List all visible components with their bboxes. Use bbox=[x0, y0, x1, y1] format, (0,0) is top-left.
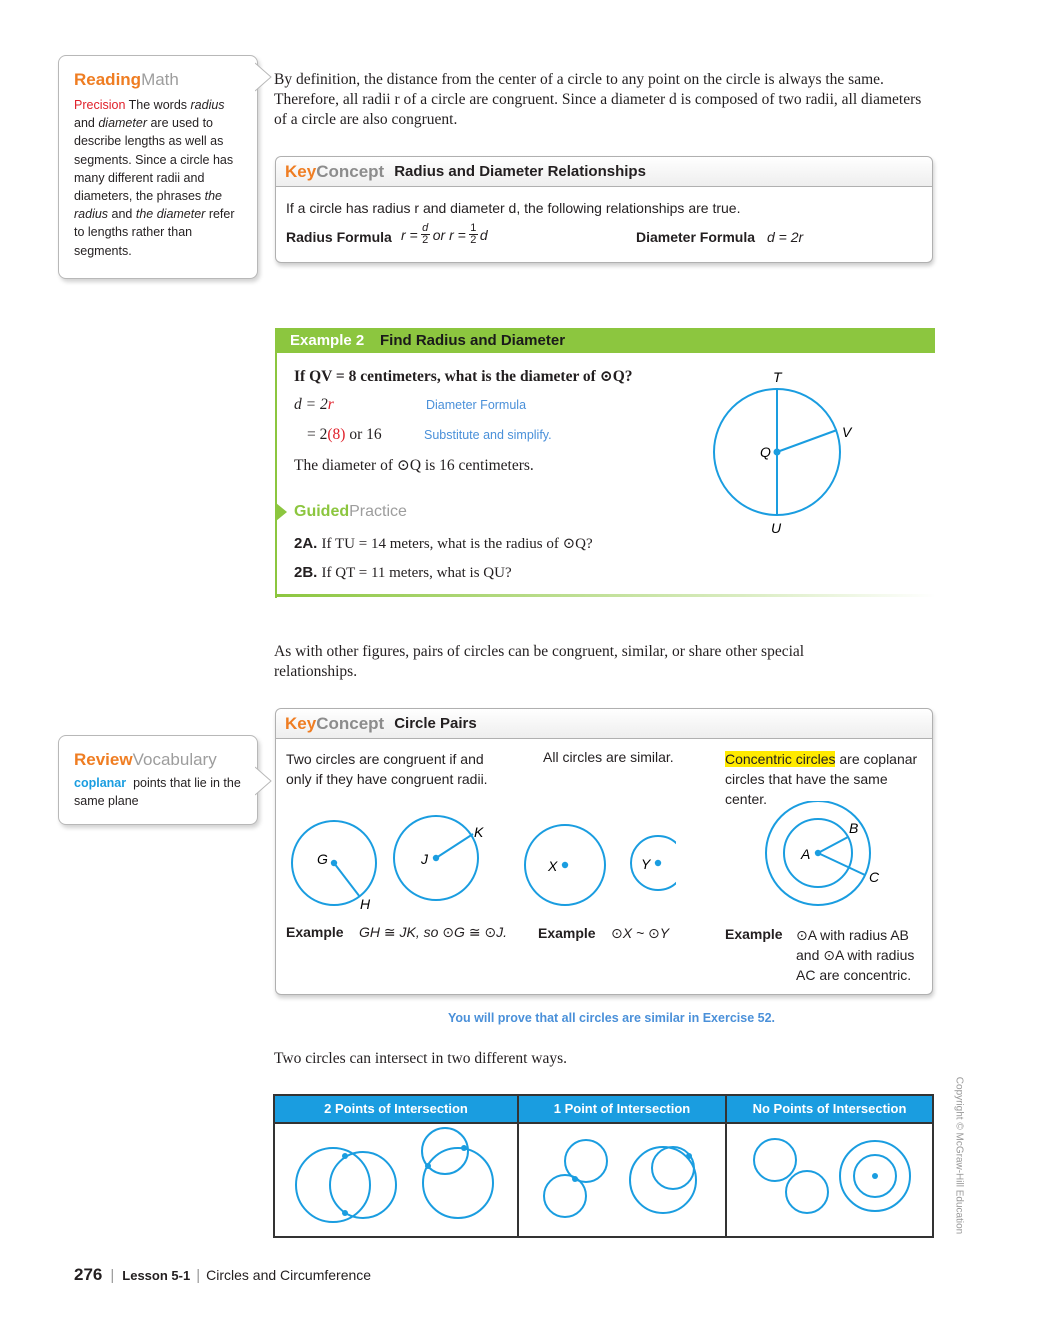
review-vocabulary-title: ReviewVocabulary bbox=[74, 750, 217, 769]
step-2-hint: Substitute and simplify. bbox=[424, 428, 552, 442]
guided-practice-arrow-icon bbox=[276, 503, 290, 521]
label-c: C bbox=[869, 869, 880, 885]
concentric-circles-figure bbox=[756, 801, 896, 911]
fraction-one-half: $\frac{1}{2}$ bbox=[470, 222, 477, 246]
radius-ac bbox=[818, 853, 865, 875]
label-v: V bbox=[842, 424, 852, 440]
circle-q-figure bbox=[700, 365, 880, 540]
example-congruent: GH ≅ JK, so ⊙G ≅ ⊙J. bbox=[359, 924, 508, 940]
step-1-hint: Diameter Formula bbox=[426, 398, 527, 412]
example-similar: ⊙X ~ ⊙Y bbox=[611, 925, 670, 941]
center-point-j bbox=[433, 855, 439, 861]
intersection-intro: Two circles can intersect in two different ways. bbox=[274, 1050, 568, 1067]
exercise-note: You will prove that all circles are similar in Exercise 52. bbox=[448, 1011, 776, 1025]
radius-formula: r = $\frac{d}{2}$ or r = $\frac{1}{2}$ d bbox=[401, 222, 488, 246]
two-points-figure bbox=[275, 1124, 517, 1236]
label-b: B bbox=[849, 820, 859, 836]
example-question: If QV = 8 centimeters, what is the diameter of ⊙Q? bbox=[294, 368, 633, 385]
example-2-header: Example 2 Find Radius and Diameter bbox=[275, 328, 935, 353]
center-point-a bbox=[815, 850, 821, 856]
copyright-notice: Copyright © McGraw-Hill Education bbox=[953, 1076, 965, 1235]
similar-circles-figure bbox=[516, 821, 676, 916]
reading-math-title: ReadingMath bbox=[74, 70, 179, 89]
key-concept-circle-pairs bbox=[275, 708, 933, 995]
radius-qv bbox=[777, 430, 837, 452]
reading-math-box bbox=[58, 55, 258, 279]
label-g: G bbox=[317, 851, 328, 867]
circle-pairs-intro: As with other figures, pairs of circles can be congruent, similar, or share other special relationships. bbox=[274, 643, 805, 680]
key-concept-radius-diameter bbox=[275, 156, 933, 263]
label-j: J bbox=[421, 851, 428, 867]
diameter-formula-label: Diameter Formula bbox=[636, 229, 756, 245]
review-vocabulary-text: coplanar points that lie in the same plane bbox=[74, 776, 241, 809]
header-two-points: 2 Points of Intersection bbox=[275, 1096, 517, 1122]
page-footer: 276 | Lesson 5-1 | Circles and Circumference bbox=[74, 1265, 372, 1284]
example-bottom-border bbox=[276, 594, 936, 597]
header-one-point: 1 Point of Intersection bbox=[519, 1096, 725, 1122]
example-left-border bbox=[275, 353, 277, 598]
key-concept-header: Key Concept Radius and Diameter Relationships bbox=[276, 157, 932, 187]
label-k: K bbox=[474, 824, 484, 840]
label-x: X bbox=[548, 858, 558, 874]
radius-ab bbox=[818, 837, 848, 853]
center-point-q bbox=[774, 449, 781, 456]
fraction-d-over-2: $\frac{d}{2}$ bbox=[422, 222, 429, 246]
label-t: T bbox=[773, 369, 782, 385]
intro-paragraph: By definition, the distance from the center of a circle to any point on the circle is always the same. Therefore, all radii r of a circle are congruent. Since a diameter d is composed of two radii, all diameters of a circle are also congruent. bbox=[274, 71, 922, 128]
practice-2b: 2B. If QT = 11 meters, what is QU? bbox=[294, 564, 512, 581]
lesson-title: Circles and Circumference bbox=[206, 1267, 372, 1283]
example-concentric: ⊙A with radius AB and ⊙A with radius AC are concentric. bbox=[796, 927, 915, 983]
no-points-figure bbox=[727, 1124, 932, 1236]
congruent-circles-text: Two circles are congruent if and only if they have congruent radii. bbox=[286, 751, 488, 787]
example-label-1: Example bbox=[286, 924, 344, 940]
reading-math-text: Precision The words radius and diameter are used to describe lengths as well as segments. Since a circle has many different radii and diameters, the phrases the radius and the diameter refer to lengths rather than segments. bbox=[74, 98, 235, 258]
center-point-g bbox=[331, 860, 337, 866]
review-vocabulary-pointer bbox=[255, 766, 277, 796]
page-number: 276 bbox=[74, 1265, 103, 1284]
center-point-x bbox=[562, 862, 568, 868]
example-label-3: Example bbox=[725, 926, 783, 942]
label-a: A bbox=[801, 846, 811, 862]
diameter-formula: d = 2r bbox=[767, 229, 804, 245]
label-y: Y bbox=[641, 856, 651, 872]
intersection-table bbox=[273, 1094, 934, 1238]
label-h: H bbox=[360, 896, 371, 912]
congruent-circles-figure bbox=[286, 813, 486, 923]
step-2: = 2(8) or 16 bbox=[307, 426, 382, 443]
label-u: U bbox=[771, 520, 782, 536]
center-point-y bbox=[655, 860, 661, 866]
lesson-number: Lesson 5-1 bbox=[122, 1268, 191, 1283]
radius-formula-label: Radius Formula bbox=[286, 229, 392, 245]
radius-gh bbox=[334, 863, 360, 897]
kc1-statement: If a circle has radius r and diameter d, the following relationships are true. bbox=[286, 200, 741, 216]
example-label-2: Example bbox=[538, 925, 596, 941]
example-answer: The diameter of ⊙Q is 16 centimeters. bbox=[294, 457, 534, 474]
concentric-circles-text: Concentric circles are coplanar circles that have the same center. bbox=[725, 751, 918, 807]
step-1: d = 2r bbox=[294, 396, 334, 413]
label-q: Q bbox=[760, 444, 771, 460]
one-point-figure bbox=[519, 1124, 725, 1236]
review-vocabulary-box bbox=[58, 735, 258, 825]
similar-circles-text: All circles are similar. bbox=[543, 749, 674, 765]
header-no-points: No Points of Intersection bbox=[727, 1096, 932, 1122]
radius-jk bbox=[436, 834, 473, 858]
key-concept-header: Key Concept Circle Pairs bbox=[276, 709, 932, 739]
circle-y bbox=[631, 836, 676, 890]
practice-2a: 2A. If TU = 14 meters, what is the radius of ⊙Q? bbox=[294, 535, 593, 552]
guided-practice-title: GuidedPractice bbox=[294, 503, 407, 520]
